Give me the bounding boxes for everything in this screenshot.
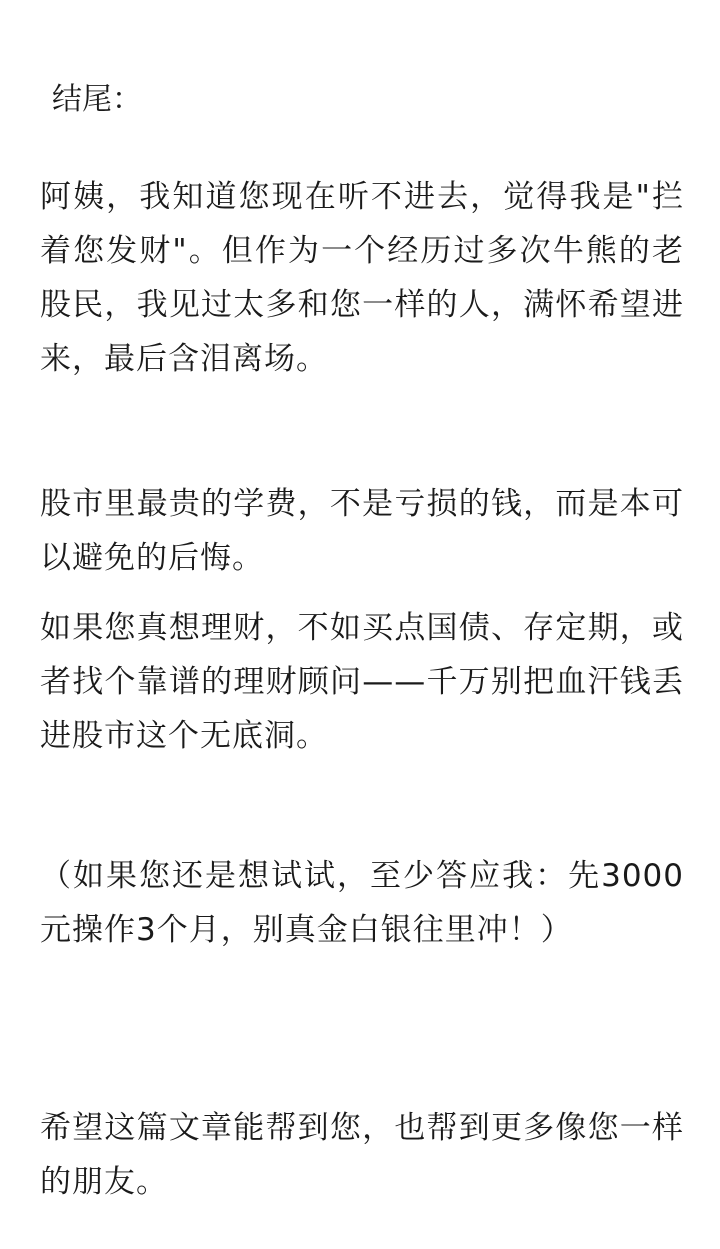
- section-heading: 结尾：: [52, 82, 142, 117]
- paragraph-tuition: 股市里最贵的学费，不是亏损的钱，而是本可以避免的后悔。: [40, 486, 684, 576]
- paragraph-advice: 如果您真想理财，不如买点国债、存定期，或者找个靠谱的理财顾问——千万别把血汗钱丢进股市这个无底洞。: [40, 610, 684, 754]
- paragraph-warning: 阿姨，我知道您现在听不进去，觉得我是"拦着您发财"。但作为一个经历过多次牛熊的老股民，我见过太多和您一样的人，满怀希望进来，最后含泪离场。: [40, 179, 684, 377]
- paragraph-closing: 希望这篇文章能帮到您，也帮到更多像您一样的朋友。: [40, 1110, 684, 1200]
- paragraph-suggestion: （如果您还是想试试，至少答应我：先3000元操作3个月，别真金白银往里冲！）: [40, 858, 684, 948]
